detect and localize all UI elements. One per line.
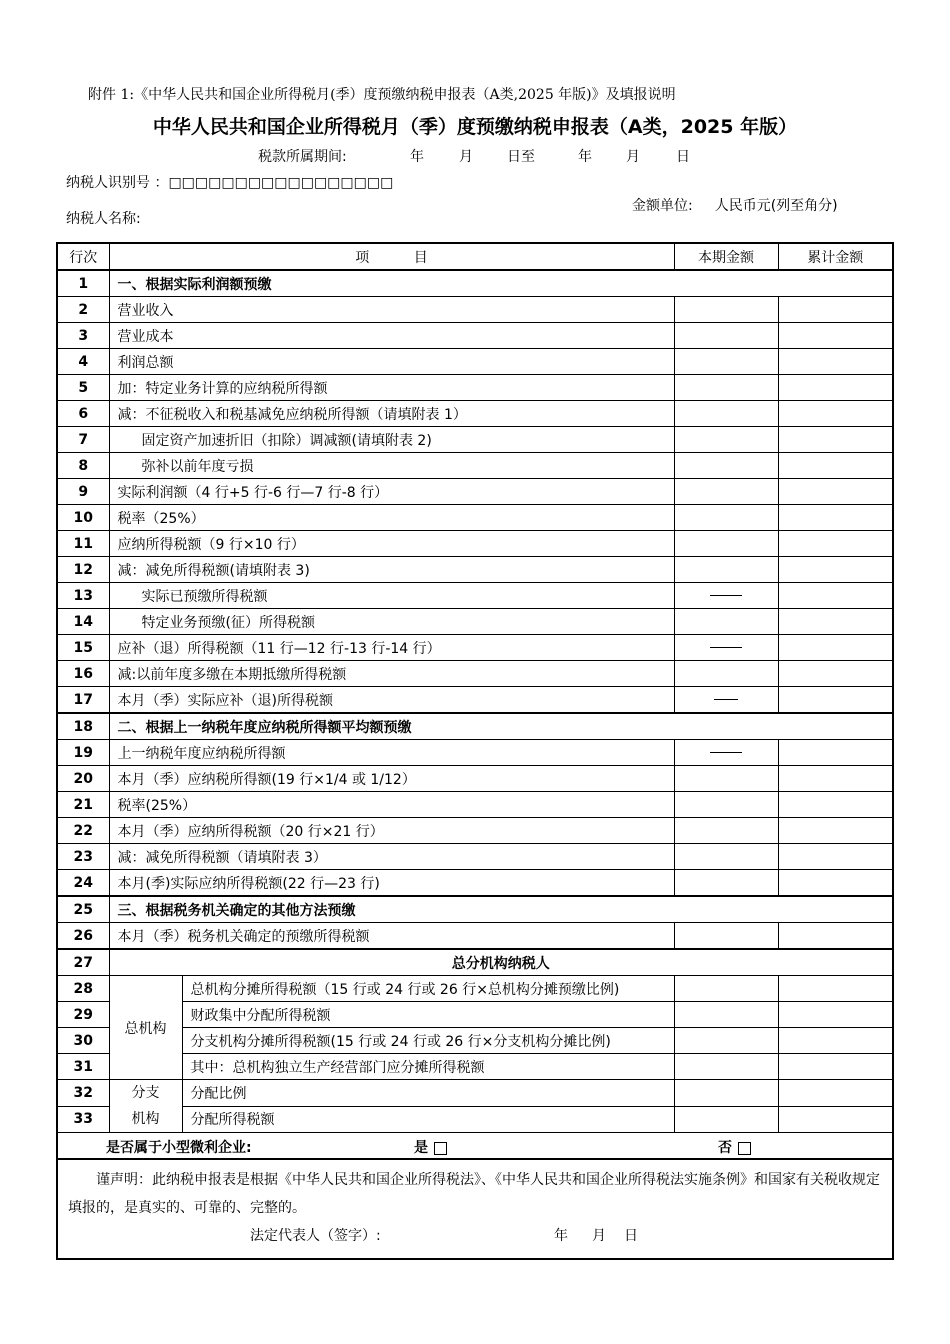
- header-no: 行次: [57, 243, 109, 270]
- cumulative-amount-cell[interactable]: [778, 297, 893, 323]
- small-business-yes[interactable]: [414, 1137, 447, 1157]
- row-item: 本月（季）税务机关确定的预缴所得税额: [109, 923, 674, 950]
- row-no: 33: [57, 1106, 109, 1133]
- current-amount-cell[interactable]: [674, 349, 778, 375]
- row-no: 26: [57, 923, 109, 950]
- cumulative-amount-cell[interactable]: [778, 323, 893, 349]
- table-row: [57, 479, 893, 505]
- current-amount-cell[interactable]: [674, 1002, 778, 1028]
- row-no: 28: [57, 976, 109, 1002]
- row-item: 分支机构分摊所得税额(15 行或 24 行或 26 行×分支机构分摊比例): [182, 1028, 674, 1054]
- current-amount-cell[interactable]: [674, 401, 778, 427]
- current-amount-cell[interactable]: [674, 375, 778, 401]
- cumulative-amount-cell[interactable]: [778, 766, 893, 792]
- row-item: 本月（季）应纳税所得额(19 行×1/4 或 1/12）: [109, 766, 674, 792]
- table-row: [57, 661, 893, 687]
- declaration-table: [56, 242, 894, 1260]
- row-item: 本月(季)实际应纳所得税额(22 行—23 行): [109, 870, 674, 897]
- row-no: 18: [57, 713, 109, 740]
- table-row: [57, 531, 893, 557]
- declaration-cell: [57, 1159, 893, 1259]
- small-business-row: [57, 1133, 893, 1160]
- cumulative-amount-cell[interactable]: [778, 687, 893, 714]
- row-item: 减:以前年度多缴在本期抵缴所得税额: [109, 661, 674, 687]
- row-item: 上一纳税年度应纳税所得额: [109, 740, 674, 766]
- current-amount-cell[interactable]: [674, 557, 778, 583]
- row-no: 7: [57, 427, 109, 453]
- row-item: 应纳所得税额（9 行×10 行）: [109, 531, 674, 557]
- row-item: 减：减免所得税额(请填附表 3): [109, 557, 674, 583]
- cumulative-amount-cell[interactable]: [778, 870, 893, 897]
- tax-period-year-end: 年: [578, 149, 592, 165]
- current-amount-cell[interactable]: [674, 531, 778, 557]
- row-no: 20: [57, 766, 109, 792]
- table-row: [57, 453, 893, 479]
- row-item: 其中：总机构独立生产经营部门应分摊所得税额: [182, 1054, 674, 1080]
- table-row: [57, 766, 893, 792]
- row-no: 25: [57, 896, 109, 923]
- row-no: 5: [57, 375, 109, 401]
- section-heading: 一、根据实际利润额预缴: [109, 270, 893, 297]
- cumulative-amount-cell[interactable]: [778, 531, 893, 557]
- row-item: 特定业务预缴(征）所得税额: [109, 609, 674, 635]
- cumulative-amount-cell[interactable]: [778, 375, 893, 401]
- row-item: 加：特定业务计算的应纳税所得额: [109, 375, 674, 401]
- row-item: 本月（季）实际应补（退)所得税额: [109, 687, 674, 714]
- table-row: [57, 1106, 893, 1133]
- attachment-caption: 附件 1:《中华人民共和国企业所得税月(季）度预缴纳税申报表（A类,2025 年版)》及填报说明: [88, 87, 676, 103]
- row-no: 32: [57, 1080, 109, 1107]
- row-item: 营业成本: [109, 323, 674, 349]
- cumulative-amount-cell[interactable]: [778, 505, 893, 531]
- cumulative-amount-cell[interactable]: [778, 479, 893, 505]
- cumulative-amount-cell[interactable]: [778, 976, 893, 1002]
- signature-day: 日: [624, 1228, 638, 1244]
- row-no: 24: [57, 870, 109, 897]
- table-row: [57, 792, 893, 818]
- current-amount-cell[interactable]: [674, 661, 778, 687]
- current-amount-cell[interactable]: [674, 297, 778, 323]
- current-amount-cell[interactable]: [674, 505, 778, 531]
- table-row: [57, 976, 893, 1002]
- current-amount-cell[interactable]: [674, 609, 778, 635]
- table-row: [57, 557, 893, 583]
- cumulative-amount-cell[interactable]: [778, 453, 893, 479]
- row-item: 营业收入: [109, 297, 674, 323]
- section-heading: 二、根据上一纳税年度应纳税所得额平均额预缴: [109, 713, 893, 740]
- current-amount-cell[interactable]: [674, 818, 778, 844]
- row-item: 总机构分摊所得税额（15 行或 24 行或 26 行×总机构分摊预缴比例): [182, 976, 674, 1002]
- table-header-row: [57, 243, 893, 270]
- cumulative-amount-cell[interactable]: [778, 609, 893, 635]
- cumulative-amount-cell[interactable]: [778, 635, 893, 661]
- row-item: 财政集中分配所得税额: [182, 1002, 674, 1028]
- table-row: [57, 896, 893, 923]
- row-item: 税率（25%）: [109, 505, 674, 531]
- cumulative-amount-cell[interactable]: [778, 1054, 893, 1080]
- row-item: 实际利润额（4 行+5 行-6 行—7 行-8 行）: [109, 479, 674, 505]
- amount-unit-value: 人民币元(列至角分): [714, 198, 838, 214]
- cumulative-amount-cell[interactable]: [778, 583, 893, 609]
- taxpayer-name: 纳税人名称:: [66, 211, 141, 227]
- cumulative-amount-cell[interactable]: [778, 792, 893, 818]
- current-amount-cell-na: [674, 583, 778, 609]
- table-row: [57, 1080, 893, 1107]
- header-current: 本期金额: [674, 243, 778, 270]
- section-heading: 三、根据税务机关确定的其他方法预缴: [109, 896, 893, 923]
- row-item: 实际已预缴所得税额: [109, 583, 674, 609]
- row-no: 6: [57, 401, 109, 427]
- header-item: 项 目: [109, 243, 674, 270]
- form-title: 中华人民共和国企业所得税月（季）度预缴纳税申报表（A类，2025 年版）: [152, 116, 798, 138]
- current-amount-cell[interactable]: [674, 792, 778, 818]
- table-row: [57, 375, 893, 401]
- amount-unit-label: 金额单位:: [632, 198, 693, 214]
- row-no: 31: [57, 1054, 109, 1080]
- group-label-branch-line1: 分支: [131, 1085, 160, 1101]
- row-no: 11: [57, 531, 109, 557]
- declaration-text: 谨声明：此纳税申报表是根据《中华人民共和国企业所得税法》、《中华人民共和国企业所得税法实施条例》和国家有关税收规定填报的，是真实的、可靠的、完整的。: [68, 1172, 880, 1216]
- row-item: 固定资产加速折旧（扣除）调减额(请填附表 2): [109, 427, 674, 453]
- signature-month: 月: [592, 1228, 606, 1244]
- row-no: 23: [57, 844, 109, 870]
- small-business-no[interactable]: [718, 1137, 751, 1157]
- current-amount-cell[interactable]: [674, 323, 778, 349]
- row-item: 减：不征税收入和税基减免应纳税所得额（请填附表 1）: [109, 401, 674, 427]
- table-row: [57, 1054, 893, 1080]
- cumulative-amount-cell[interactable]: [778, 1080, 893, 1107]
- current-amount-cell[interactable]: [674, 1028, 778, 1054]
- table-row: [57, 949, 893, 976]
- current-amount-cell[interactable]: [674, 1054, 778, 1080]
- table-row: [57, 1002, 893, 1028]
- row-no: 17: [57, 687, 109, 714]
- cumulative-amount-cell[interactable]: [778, 1028, 893, 1054]
- no-label: 否: [718, 1140, 732, 1156]
- current-amount-cell[interactable]: [674, 923, 778, 950]
- table-row: [57, 713, 893, 740]
- cumulative-amount-cell[interactable]: [778, 818, 893, 844]
- table-row: [57, 687, 893, 714]
- no-checkbox[interactable]: [738, 1142, 751, 1155]
- row-no: 29: [57, 1002, 109, 1028]
- current-amount-cell[interactable]: [674, 479, 778, 505]
- amount-unit: [632, 194, 872, 218]
- row-item: 分配所得税额: [182, 1106, 674, 1133]
- table-row: [57, 844, 893, 870]
- cumulative-amount-cell[interactable]: [778, 923, 893, 950]
- current-amount-cell[interactable]: [674, 453, 778, 479]
- table-row: [57, 583, 893, 609]
- tax-period-day-start: 日至: [507, 149, 535, 165]
- cumulative-amount-cell[interactable]: [778, 661, 893, 687]
- current-amount-cell-na: [674, 635, 778, 661]
- group-label-branch-line2: 机构: [131, 1111, 160, 1127]
- row-item: 利润总额: [109, 349, 674, 375]
- table-row: [57, 323, 893, 349]
- row-no: 9: [57, 479, 109, 505]
- table-row: [57, 870, 893, 897]
- table-row: [57, 505, 893, 531]
- small-business-cell: [57, 1133, 893, 1160]
- row-no: 12: [57, 557, 109, 583]
- cumulative-amount-cell[interactable]: [778, 557, 893, 583]
- cumulative-amount-cell[interactable]: [778, 740, 893, 766]
- row-item: 税率(25%）: [109, 792, 674, 818]
- tax-period-day-end: 日: [676, 149, 690, 165]
- signature-label: 法定代表人（签字）:: [250, 1228, 381, 1244]
- row-no: 27: [57, 949, 109, 976]
- current-amount-cell[interactable]: [674, 1080, 778, 1107]
- signature-line: [68, 1222, 882, 1250]
- table-row: [57, 923, 893, 950]
- tax-period-label: 税款所属期间:: [258, 149, 347, 165]
- table-row: [57, 401, 893, 427]
- cumulative-amount-cell[interactable]: [778, 1106, 893, 1133]
- row-no: 8: [57, 453, 109, 479]
- row-no: 15: [57, 635, 109, 661]
- current-amount-cell[interactable]: [674, 844, 778, 870]
- row-no: 19: [57, 740, 109, 766]
- current-amount-cell[interactable]: [674, 766, 778, 792]
- current-amount-cell[interactable]: [674, 870, 778, 897]
- cumulative-amount-cell[interactable]: [778, 1002, 893, 1028]
- declaration-row: [57, 1159, 893, 1259]
- cumulative-amount-cell[interactable]: [778, 427, 893, 453]
- tax-period-month-end: 月: [626, 149, 640, 165]
- current-amount-cell-na: [674, 687, 778, 714]
- tax-period-month-start: 月: [459, 149, 473, 165]
- signature-year: 年: [554, 1228, 568, 1244]
- tax-period: [258, 146, 708, 166]
- row-no: 14: [57, 609, 109, 635]
- row-item: 应补（退）所得税额（11 行—12 行-13 行-14 行）: [109, 635, 674, 661]
- taxpayer-id: 纳税人识别号 ：□□□□□□□□□□□□□□□□□: [66, 175, 394, 191]
- small-business-label: 是否属于小型微利企业:: [106, 1140, 252, 1156]
- cumulative-amount-cell[interactable]: [778, 844, 893, 870]
- table-row: [57, 609, 893, 635]
- cumulative-amount-cell[interactable]: [778, 401, 893, 427]
- section-heading: 总分机构纳税人: [109, 949, 893, 976]
- table-row: [57, 740, 893, 766]
- row-item: 本月（季）应纳所得税额（20 行×21 行）: [109, 818, 674, 844]
- group-label-head-office: 总机构: [109, 976, 182, 1080]
- tax-period-year-start: 年: [410, 149, 424, 165]
- row-no: 30: [57, 1028, 109, 1054]
- row-no: 2: [57, 297, 109, 323]
- row-no: 1: [57, 270, 109, 297]
- table-row: [57, 635, 893, 661]
- row-item: 弥补以前年度亏损: [109, 453, 674, 479]
- table-row: [57, 427, 893, 453]
- row-no: 21: [57, 792, 109, 818]
- yes-checkbox[interactable]: [434, 1142, 447, 1155]
- current-amount-cell[interactable]: [674, 1106, 778, 1133]
- yes-label: 是: [414, 1140, 428, 1156]
- row-no: 16: [57, 661, 109, 687]
- current-amount-cell[interactable]: [674, 427, 778, 453]
- row-no: 13: [57, 583, 109, 609]
- row-no: 3: [57, 323, 109, 349]
- cumulative-amount-cell[interactable]: [778, 349, 893, 375]
- current-amount-cell-na: [674, 740, 778, 766]
- row-no: 4: [57, 349, 109, 375]
- table-row: [57, 818, 893, 844]
- group-label-branch: [109, 1080, 182, 1133]
- row-item: 减：减免所得税额（请填附表 3）: [109, 844, 674, 870]
- current-amount-cell[interactable]: [674, 976, 778, 1002]
- row-item: 分配比例: [182, 1080, 674, 1107]
- table-row: [57, 270, 893, 297]
- table-row: [57, 349, 893, 375]
- table-row: [57, 1028, 893, 1054]
- row-no: 10: [57, 505, 109, 531]
- row-no: 22: [57, 818, 109, 844]
- header-cumulative: 累计金额: [778, 243, 893, 270]
- table-row: [57, 297, 893, 323]
